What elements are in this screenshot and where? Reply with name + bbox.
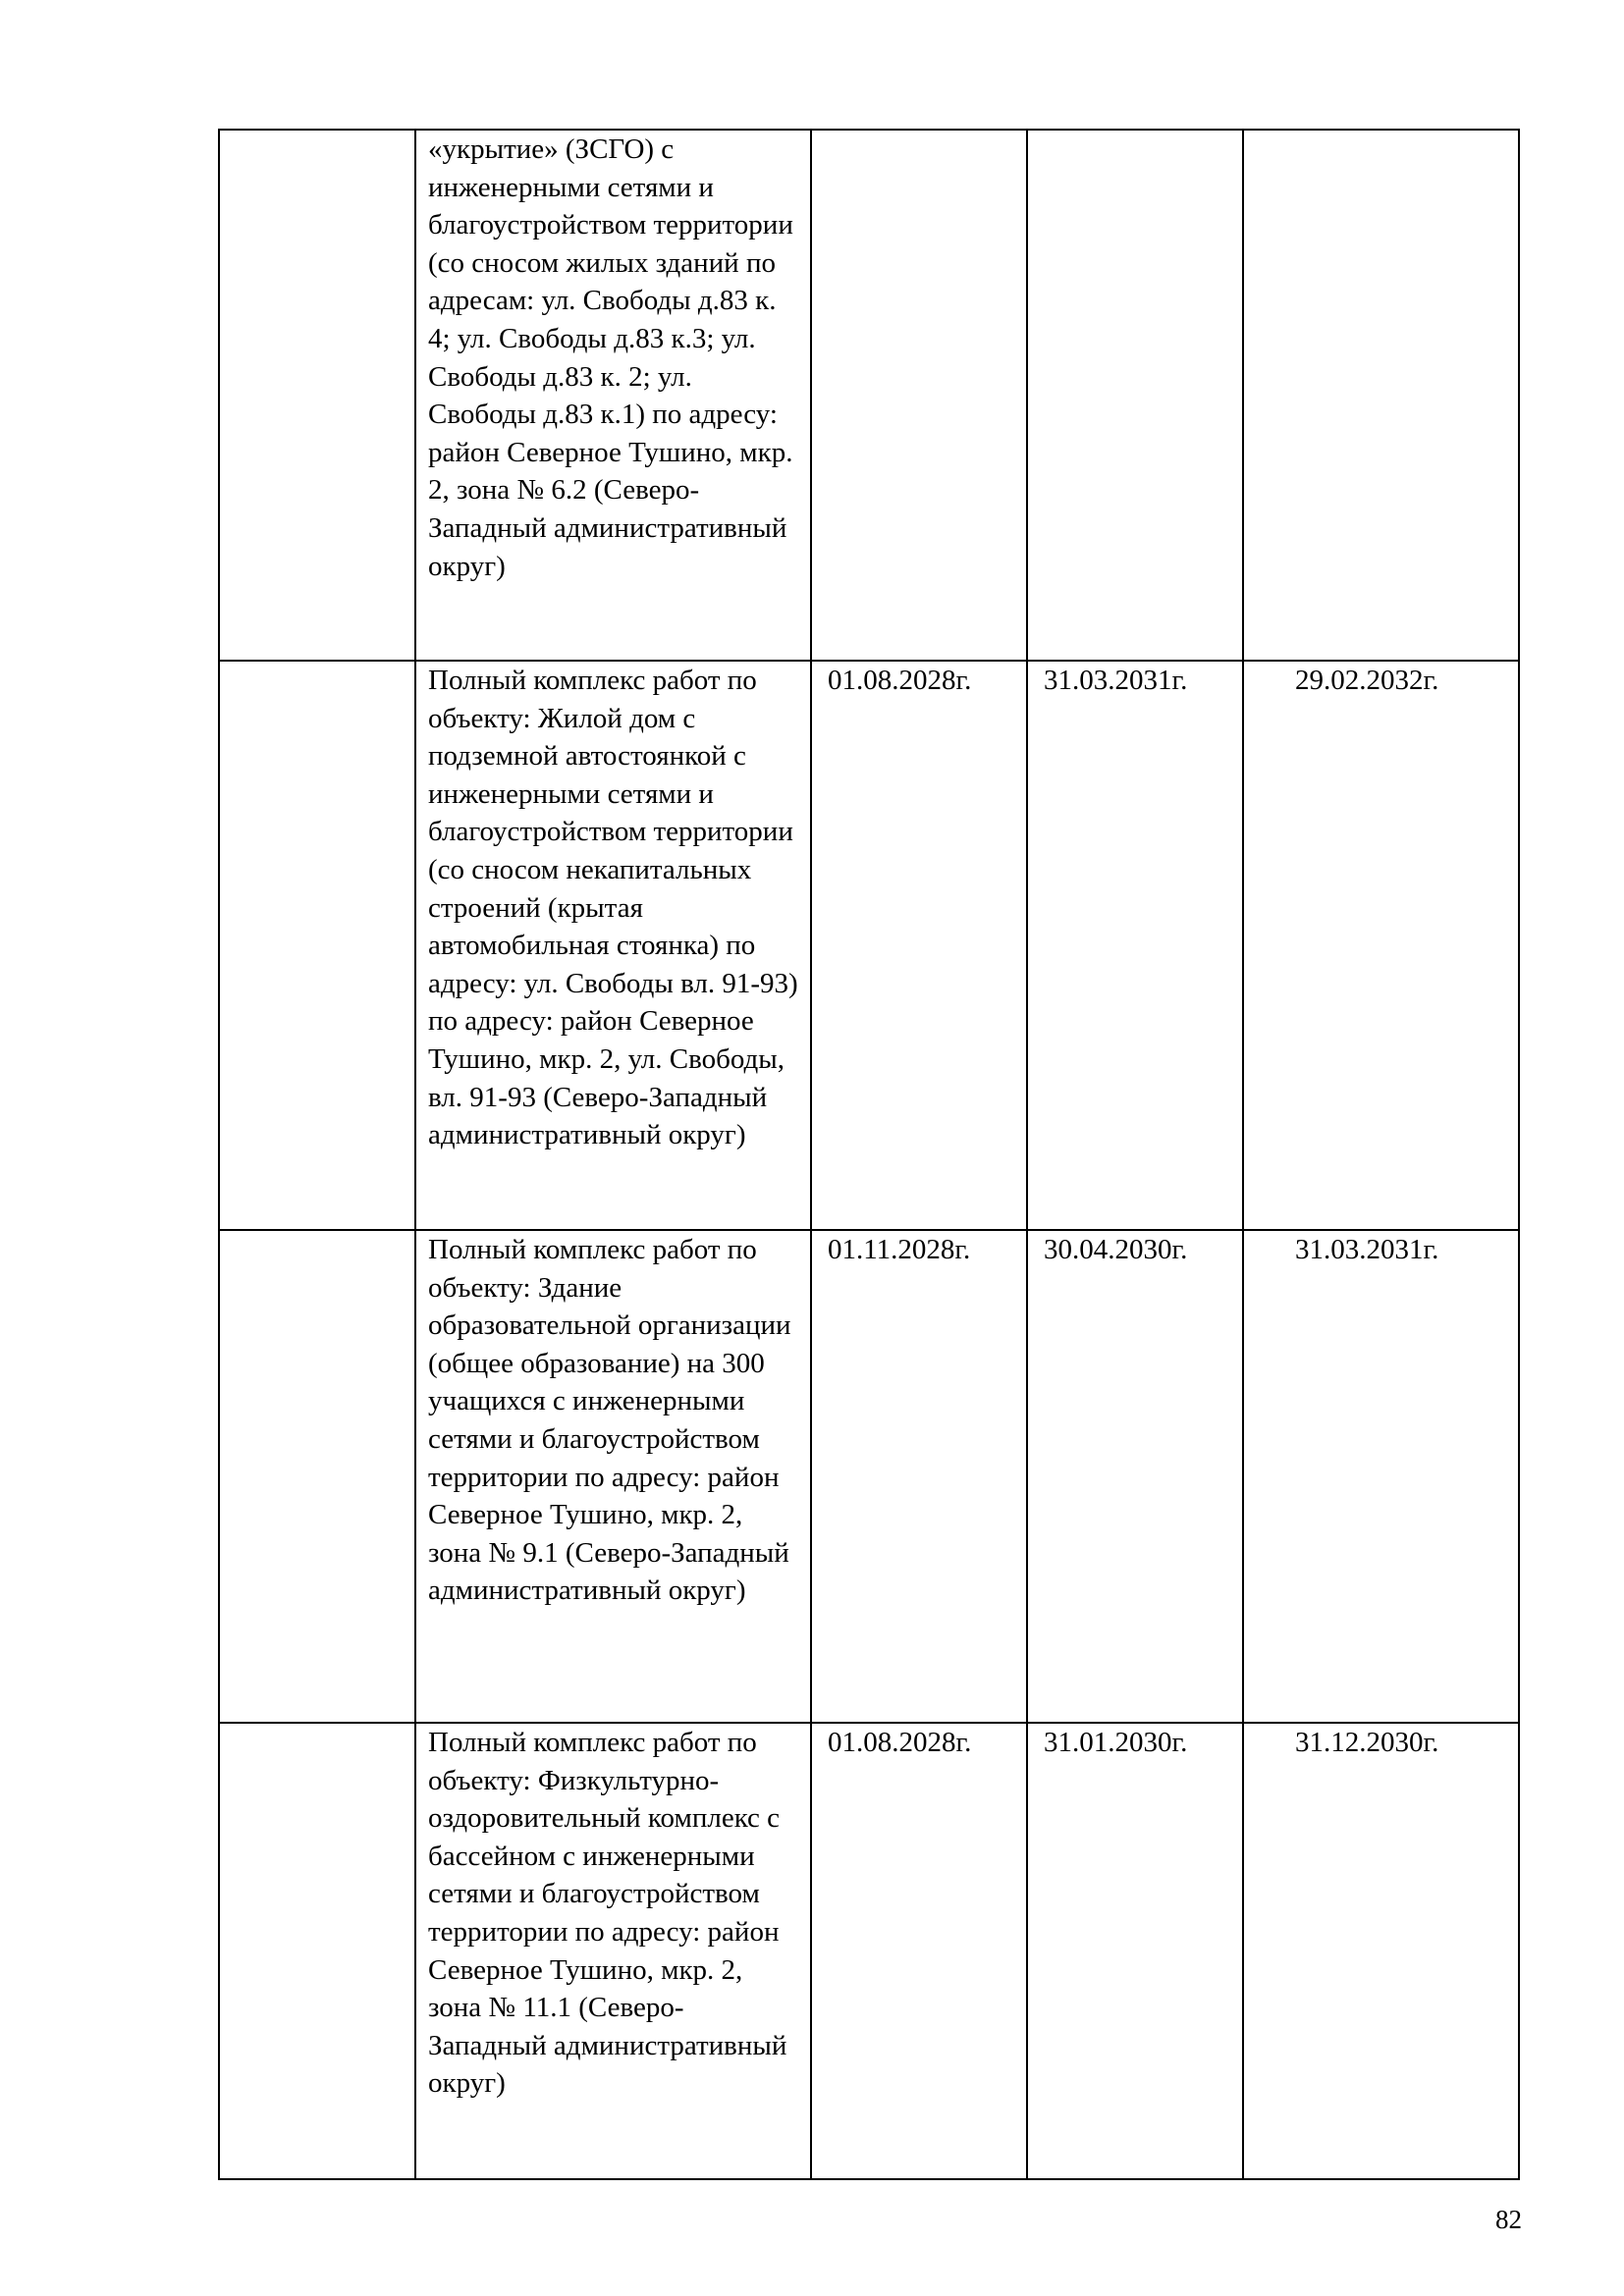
start-date-cell: 01.11.2028г.: [811, 1230, 1027, 1723]
works-schedule-table: [218, 129, 1520, 2180]
end-date-cell: 31.03.2031г.: [1243, 1230, 1519, 1723]
table-row: [219, 1723, 1519, 2179]
table-row: [219, 661, 1519, 1230]
description-cell: «укрытие» (ЗСГО) с инженерными сетями и благоустройством территории (со сносом жилых зданий по адресам: ул. Свободы д.83 к. 4; ул. Свободы д.83 к.3; ул. Свободы д.83 к. 2; ул. Свободы д.83 к.1) по адресу: район Северное Тушино, мкр. 2, зона № 6.2 (Северо-Западный административный округ): [415, 130, 811, 661]
start-date-cell: 01.08.2028г.: [811, 661, 1027, 1230]
number-cell: [219, 130, 415, 661]
description-cell: Полный комплекс работ по объекту: Физкультурно-оздоровительный комплекс с бассейном с инженерными сетями и благоустройством территории по адресу: район Северное Тушино, мкр. 2, зона № 11.1 (Северо-Западный административный округ): [415, 1723, 811, 2179]
description-cell: Полный комплекс работ по объекту: Жилой дом с подземной автостоянкой с инженерными сетями и благоустройством территории (со сносом некапитальных строений (крытая автомобильная стоянка) по адресу: ул. Свободы вл. 91-93) по адресу: район Северное Тушино, мкр. 2, ул. Свободы, вл. 91-93 (Северо-Западный административный округ): [415, 661, 811, 1230]
end-date-cell: [1243, 130, 1519, 661]
mid-date-cell: [1027, 130, 1243, 661]
description-cell: Полный комплекс работ по объекту: Здание образовательной организации (общее образование) на 300 учащихся с инженерными сетями и благоустройством территории по адресу: район Северное Тушино, мкр. 2, зона № 9.1 (Северо-Западный административный округ): [415, 1230, 811, 1723]
end-date-cell: 31.12.2030г.: [1243, 1723, 1519, 2179]
mid-date-cell: 31.03.2031г.: [1027, 661, 1243, 1230]
end-date-cell: 29.02.2032г.: [1243, 661, 1519, 1230]
table-row: [219, 1230, 1519, 1723]
start-date-cell: 01.08.2028г.: [811, 1723, 1027, 2179]
number-cell: [219, 1230, 415, 1723]
start-date-cell: [811, 130, 1027, 661]
mid-date-cell: 31.01.2030г.: [1027, 1723, 1243, 2179]
table-row: [219, 130, 1519, 661]
page-number: 82: [1495, 2205, 1522, 2234]
mid-date-cell: 30.04.2030г.: [1027, 1230, 1243, 1723]
number-cell: [219, 661, 415, 1230]
number-cell: [219, 1723, 415, 2179]
